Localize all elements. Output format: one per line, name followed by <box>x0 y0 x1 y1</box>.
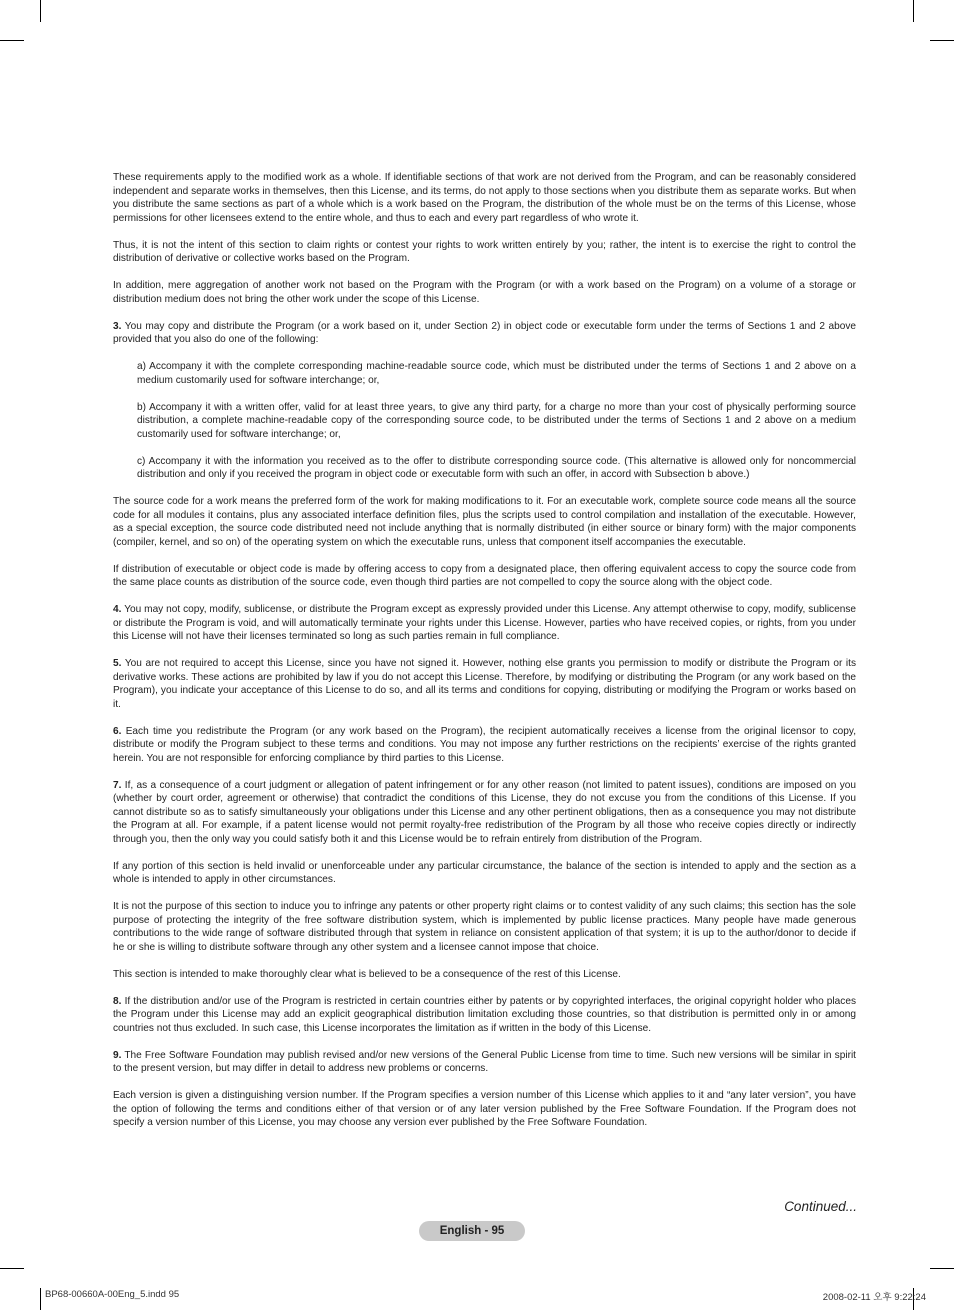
section-number: 6. <box>113 725 122 737</box>
license-body <box>113 171 856 1143</box>
paragraph-text: If any portion of this section is held invalid or unenforceable under any particular circumstance, the balance of the section is intended to apply and the section as a whole is intended to apply in other circumstances. <box>113 860 856 885</box>
paragraph-text: If, as a consequence of a court judgment or allegation of patent infringement or for any other reason (not limited to patent issues), conditions are imposed on you (whether by court order, agreement or otherwise) that contradict the conditions of this License, they do not excuse you from the conditions of this License. If you cannot distribute so as to satisfy simultaneously your obligations under this License and any other pertinent obligations, then as a consequence you may not distribute the Program at all. For example, if a patent license would not permit royalty-free redistribution of the Program by all those who receive copies directly or indirectly through you, then the only way you could satisfy both it and this License would be to refrain entirely from distribution of the Program. <box>113 779 857 845</box>
paragraph-text: b) Accompany it with a written offer, valid for at least three years, to give any third party, for a charge no more than your cost of physically performing source distribution, a complete machine-readable copy of the corresponding source code, to be distributed under the terms of Sections 1 and 2 above on a medium customarily used for software interchange; or, <box>137 401 856 440</box>
paragraph-text: You may not copy, modify, sublicense, or distribute the Program except as expressly provided under this License. Any attempt otherwise to copy, modify, sublicense or distribute the Program is void, and will automatically terminate your rights under this License. However, parties who have received copies, or rights, from you under this License will not have their licenses terminated so long as such parties remain in full compliance. <box>113 604 856 642</box>
date-slug: 2008-02-11 오후 9:22:24 <box>822 1292 926 1303</box>
paragraph-text: You are not required to accept this License, since you have not signed it. However, nothing else grants you permission to modify or distribute the Program or its derivative works. These actions are prohibited by law if you do not accept this License. Therefore, by modifying or distributing the Program (or any work based on the Program), you indicate your acceptance of this License to do so, and all its terms and conditions for copying, distributing or modifying the Program or works based on it. <box>113 658 856 710</box>
paragraph-text: a) Accompany it with the complete corresponding machine-readable source code, which must be distributed under the terms of Sections 1 and 2 above on a medium customarily used for software interchange; or, <box>137 361 856 386</box>
section-number: 9. <box>113 1049 122 1061</box>
paragraph <box>113 563 856 590</box>
paragraph <box>137 401 856 442</box>
paragraph-text: It is not the purpose of this section to induce you to infringe any patents or other property right claims or to contest validity of any such claims; this section has the sole purpose of protecting the integrity of the free software distribution system, which is implemented by public license practices. Many people have made generous contributions to the wide range of software distributed through that system in reliance on consistent application of that system; it is up to the author/donor to decide if he or she is willing to distribute software through any other system and a licensee cannot impose that choice. <box>113 901 856 953</box>
crop-mark <box>0 40 24 41</box>
crop-mark <box>930 40 954 41</box>
paragraph <box>113 900 856 954</box>
paragraph-text: In addition, mere aggregation of another work not based on the Program with the Program (or with a work based on the Program) on a volume of a storage or distribution medium does not bring the other work under the scope of this License. <box>113 280 856 305</box>
crop-mark <box>40 1288 41 1310</box>
page-number-badge: English - 95 <box>419 1221 525 1241</box>
paragraph <box>113 995 856 1036</box>
paragraph <box>113 860 856 887</box>
paragraph-text: If distribution of executable or object code is made by offering access to copy from a designated place, then offering equivalent access to copy the source code from the same place counts as distribution of the source code, even though third parties are not compelled to copy the source along with the object code. <box>113 563 856 588</box>
paragraph-text: These requirements apply to the modified work as a whole. If identifiable sections of that work are not derived from the Program, and can be reasonably considered independent and separate works in themselves, then this License, and its terms, do not apply to those sections when you distribute them as separate works. But when you distribute the same sections as part of a whole which is a work based on the Program, the distribution of the whole must be on the terms of this License, whose permissions for other licensees extend to the entire whole, and thus to each and every part regardless of who wrote it. <box>113 172 856 224</box>
paragraph <box>113 657 856 711</box>
crop-mark <box>0 1268 24 1269</box>
paragraph-text: If the distribution and/or use of the Program is restricted in certain countries either by patents or by copyrighted interfaces, the original copyright holder who places the Program under this License may add an explicit geographical distribution limitation excluding those countries, so that distribution is permitted only in or among countries not thus excluded. In such case, this License incorporates the limitation as if written in the body of this License. <box>113 995 856 1034</box>
paragraph <box>113 1089 856 1130</box>
paragraph <box>113 320 856 347</box>
paragraph-text: Thus, it is not the intent of this section to claim rights or contest your rights to work written entirely by you; rather, the intent is to exercise the right to control the distribution of derivative or collective works based on the Program. <box>113 239 856 264</box>
section-number: 7. <box>113 779 122 791</box>
paragraph <box>113 495 856 549</box>
crop-mark <box>40 0 41 22</box>
paragraph-text: The source code for a work means the preferred form of the work for making modifications to it. For an executable work, complete source code means all the source code for all modules it contains, plus any associated interface definition files, plus the scripts used to control compilation and installation of the executable. However, as a special exception, the source code distributed need not include anything that is normally distributed (in either source or binary form) with the major components (compiler, kernel, and so on) of the operating system on which the executable runs, unless that component itself accompanies the executable. <box>113 496 856 548</box>
paragraph <box>113 239 856 266</box>
continued-label: Continued... <box>784 1199 857 1214</box>
paragraph <box>113 779 856 847</box>
section-number: 4. <box>113 604 122 615</box>
paragraph-text: Each version is given a distinguishing version number. If the Program specifies a version number of this License which applies to it and “any later version”, you have the option of following the terms and conditions either of that version or of any later version published by the Free Software Foundation. If the Program does not specify a version number of this License, you may choose any version ever published by the Free Software Foundation. <box>113 1090 856 1128</box>
paragraph-text: The Free Software Foundation may publish revised and/or new versions of the General Public License from time to time. Such new versions will be similar in spirit to the present version, but may differ in detail to address new problems or concerns. <box>113 1049 856 1074</box>
paragraph <box>137 455 856 482</box>
paragraph <box>113 968 856 982</box>
paragraph <box>113 279 856 306</box>
paragraph <box>113 603 856 644</box>
crop-mark <box>913 0 914 22</box>
paragraph-text: Each time you redistribute the Program (or any work based on the Program), the recipient automatically receives a license from the original licensor to copy, distribute or modify the Program subject to these terms and conditions. You may not impose any further restrictions on the recipients’ exercise of the rights granted herein. You are not responsible for enforcing compliance by third parties to this License. <box>113 725 856 764</box>
paragraph <box>113 1049 856 1076</box>
paragraph-text: You may copy and distribute the Program (or a work based on it, under Section 2) in object code or executable form under the terms of Sections 1 and 2 above provided that you also do one of the following: <box>113 320 856 345</box>
section-number: 5. <box>113 658 122 669</box>
crop-mark <box>930 1268 954 1269</box>
paragraph-text: c) Accompany it with the information you received as to the offer to distribute corresponding source code. (This alternative is allowed only for noncommercial distribution and only if you received the program in object code or executable form with such an offer, in accord with Subsection b above.) <box>137 455 856 480</box>
paragraph <box>113 725 856 766</box>
paragraph <box>137 360 856 387</box>
section-number: 8. <box>113 995 122 1007</box>
paragraph <box>113 171 856 225</box>
section-number: 3. <box>113 320 122 332</box>
paragraph-text: This section is intended to make thoroughly clear what is believed to be a consequence of the rest of this License. <box>113 968 621 980</box>
file-slug: BP68-00660A-00Eng_5.indd 95 <box>45 1289 180 1300</box>
